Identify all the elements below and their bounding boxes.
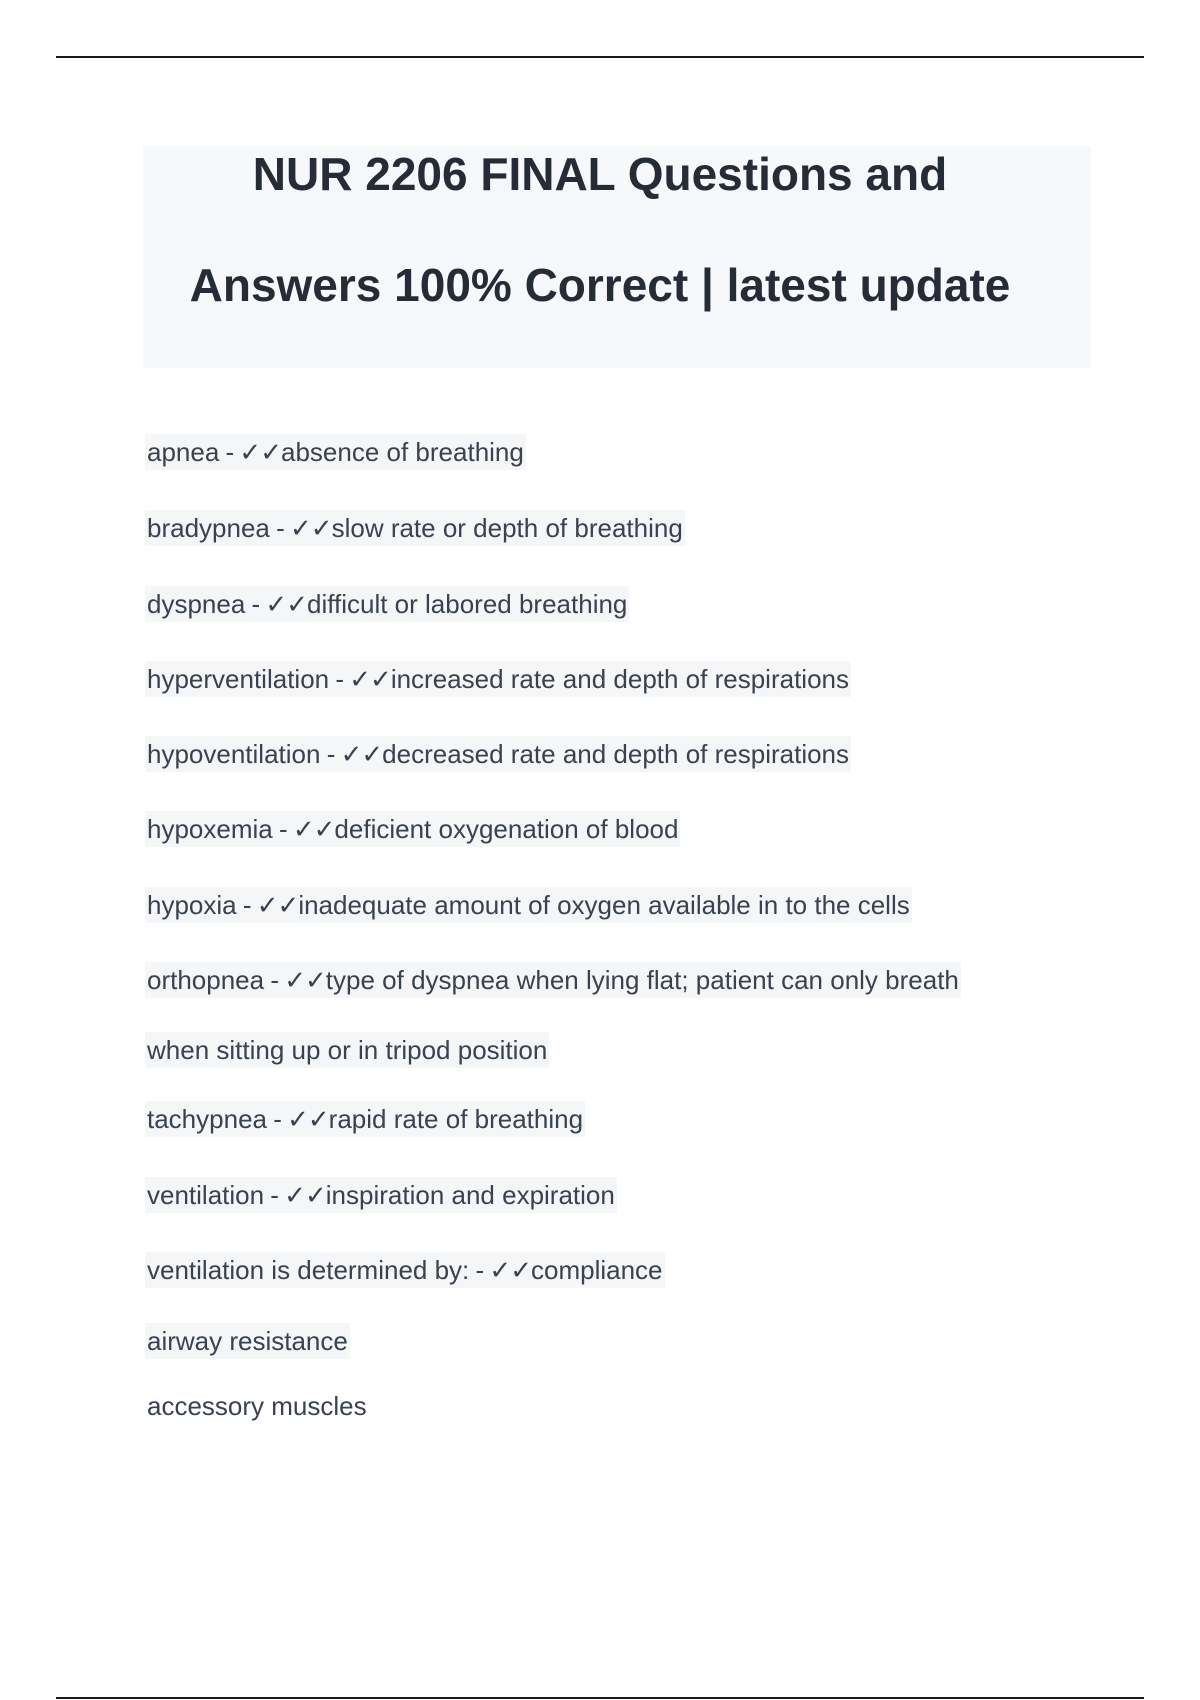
check-icon: - ✓✓ <box>264 1180 326 1210</box>
entry-definition: increased rate and depth of respirations <box>390 664 849 694</box>
entry-definition: slow rate or depth of breathing <box>331 513 683 543</box>
check-icon: - ✓✓ <box>219 437 281 467</box>
entry-term: hypoxemia <box>147 814 273 844</box>
flashcard-entry-continuation-accessory-muscles: accessory muscles <box>147 1391 367 1421</box>
entry-definition: inadequate amount of oxygen available in to the cells <box>298 890 910 920</box>
flashcard-entry-orthopnea <box>145 962 961 998</box>
entry-term: apnea <box>147 437 220 467</box>
flashcard-entry-hyperventilation <box>145 661 851 697</box>
flashcard-entry-orthopnea-continuation: when sitting up or in tripod position <box>145 1032 549 1068</box>
entry-term: ventilation is determined by: <box>147 1255 470 1285</box>
flashcard-entry-hypoxemia <box>145 811 680 847</box>
document-title-line-1: NUR 2206 FINAL Questions and <box>252 148 948 200</box>
entry-term: bradypnea <box>147 513 270 543</box>
entry-term: dyspnea <box>147 589 246 619</box>
flashcard-entry-ventilation-determinants <box>145 1252 665 1288</box>
check-icon: - ✓✓ <box>469 1255 531 1285</box>
entry-definition: compliance <box>530 1255 663 1285</box>
flashcard-entry-continuation-airway-resistance: airway resistance <box>145 1323 350 1359</box>
flashcard-entry-dyspnea <box>145 586 629 622</box>
check-icon: - ✓✓ <box>269 513 332 543</box>
flashcard-entry-ventilation <box>145 1177 617 1213</box>
entry-term: tachypnea <box>147 1104 267 1134</box>
check-icon: - ✓✓ <box>245 589 307 619</box>
flashcard-entry-tachypnea <box>145 1101 585 1137</box>
entry-term: ventilation <box>147 1180 265 1210</box>
entry-term: orthopnea <box>147 965 265 995</box>
check-icon: - ✓✓ <box>320 739 383 769</box>
entry-definition: difficult or labored breathing <box>307 589 628 619</box>
entry-term: hypoxia <box>147 890 237 920</box>
entry-term: hypoventilation <box>147 739 321 769</box>
entry-term: hyperventilation <box>147 664 330 694</box>
entry-definition: decreased rate and depth of respirations <box>382 739 850 769</box>
bottom-rule <box>56 1697 1144 1699</box>
check-icon: - ✓✓ <box>236 890 299 920</box>
entry-definition: deficient oxygenation of blood <box>334 814 679 844</box>
document-title-line-2: Answers 100% Correct | latest update <box>189 259 1011 311</box>
entry-definition: absence of breathing <box>281 437 524 467</box>
flashcard-entry-hypoxia <box>145 887 912 923</box>
check-icon: - ✓✓ <box>329 664 391 694</box>
flashcard-entry-hypoventilation <box>145 736 851 772</box>
check-icon: - ✓✓ <box>266 1104 329 1134</box>
top-rule <box>56 56 1144 58</box>
flashcard-entry-apnea <box>145 434 526 470</box>
entry-definition: rapid rate of breathing <box>328 1104 584 1134</box>
entry-definition: type of dyspnea when lying flat; patient can only breath <box>325 965 959 995</box>
check-icon: - ✓✓ <box>264 965 326 995</box>
entry-definition: inspiration and expiration <box>325 1180 615 1210</box>
check-icon: - ✓✓ <box>272 814 335 844</box>
flashcard-entry-bradypnea <box>145 510 685 546</box>
